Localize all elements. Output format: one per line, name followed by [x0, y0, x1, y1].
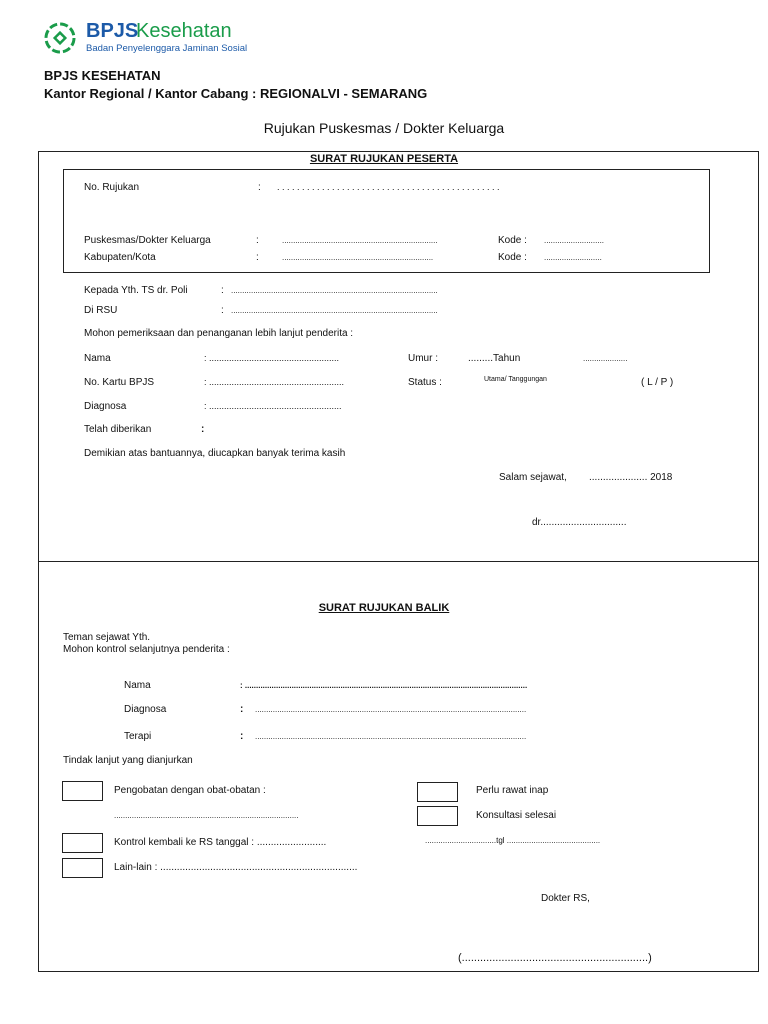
umur-field[interactable]: .........Tahun: [468, 353, 521, 364]
dokter-rs-signature[interactable]: (.............................................................): [458, 952, 652, 964]
puskesmas-field[interactable]: ......................................................................: [282, 236, 438, 245]
umur-extra-field[interactable]: ....................: [583, 354, 628, 363]
obat-label: Pengobatan dengan obat-obatan :: [114, 785, 266, 796]
di-rsu-colon: :: [221, 305, 224, 316]
kabupaten-field[interactable]: ....................................................................: [282, 253, 434, 262]
balik-mohon-text: Mohon kontrol selanjutnya penderita :: [63, 644, 230, 655]
salam-date-field[interactable]: ..................... 2018: [589, 472, 673, 483]
bpjs-logo: [44, 20, 248, 56]
di-rsu-field[interactable]: .............................................................................................: [231, 306, 438, 315]
teman-text: Teman sejawat Yth.: [63, 632, 151, 643]
status-label: Status :: [408, 377, 442, 388]
kartu-label: No. Kartu BPJS: [84, 377, 155, 388]
kepada-field[interactable]: .............................................................................................: [231, 286, 438, 295]
lain-label[interactable]: Lain-lain : .......................................................................: [114, 862, 358, 873]
tgl-field[interactable]: ................................tgl ..........................................: [425, 836, 601, 845]
office-name: Kantor Regional / Kantor Cabang : REGIONALVI - SEMARANG: [44, 86, 428, 101]
logo-tagline: Badan Penyelenggara Jaminan Sosial: [86, 43, 248, 54]
kode2-field[interactable]: ..........................: [544, 253, 602, 262]
kabupaten-label: Kabupaten/Kota: [84, 252, 156, 263]
konsultasi-label: Konsultasi selesai: [476, 810, 557, 821]
no-rujukan-colon: :: [258, 182, 261, 193]
konsultasi-checkbox[interactable]: [417, 806, 458, 826]
section-divider: [38, 561, 759, 562]
rawat-inap-label: Perlu rawat inap: [476, 785, 549, 796]
balik-terapi-field[interactable]: ..........................................................................................................................: [255, 732, 527, 741]
balik-nama-field[interactable]: : ...............................................................................................................................: [240, 681, 528, 690]
di-rsu-label: Di RSU: [84, 305, 118, 316]
status-field[interactable]: Utama/ Tanggungan: [484, 376, 547, 383]
balik-title: SURAT RUJUKAN BALIK: [318, 602, 450, 614]
rawat-inap-checkbox[interactable]: [417, 782, 458, 802]
nama-label: Nama: [84, 353, 111, 364]
balik-terapi-label: Terapi: [124, 731, 152, 742]
salam-label: Salam sejawat,: [499, 472, 567, 483]
puskesmas-colon: :: [256, 235, 259, 246]
balik-terapi-colon: :: [240, 731, 244, 742]
obat-checkbox[interactable]: [62, 781, 103, 801]
no-rujukan-field[interactable]: . . . . . . . . . . . . . . . . . . . . . . . . . . . . . . . . . . . . . . . . . . . . .: [277, 182, 500, 192]
tindak-text: Tindak lanjut yang dianjurkan: [63, 755, 193, 766]
bpjs-logo-icon: [44, 22, 76, 54]
diagnosa-label: Diagnosa: [84, 401, 127, 412]
mohon-text: Mohon pemeriksaan dan penanganan lebih lanjut penderita :: [84, 328, 354, 339]
obat-field[interactable]: ...................................................................................: [114, 811, 299, 820]
diberikan-label: Telah diberikan: [84, 424, 152, 435]
balik-diagnosa-label: Diagnosa: [124, 704, 167, 715]
page-title: Rujukan Puskesmas / Dokter Keluarga: [263, 120, 505, 136]
kepada-colon: :: [221, 285, 224, 296]
balik-diagnosa-colon: :: [240, 704, 244, 715]
puskesmas-label: Puskesmas/Dokter Keluarga: [84, 235, 211, 246]
kepada-label: Kepada Yth. TS dr. Poli: [84, 285, 188, 296]
kabupaten-colon: :: [256, 252, 259, 263]
dr-signature-field[interactable]: dr...............................: [532, 517, 627, 528]
no-rujukan-label: No. Rujukan: [84, 182, 140, 193]
diberikan-field[interactable]: :: [201, 424, 205, 435]
kode1-field[interactable]: ...........................: [544, 236, 605, 245]
balik-nama-label: Nama: [124, 680, 151, 691]
kartu-field[interactable]: : ......................................................: [204, 377, 345, 387]
dokter-rs-label: Dokter RS,: [541, 893, 590, 904]
demikian-text: Demikian atas bantuannya, diucapkan banyak terima kasih: [84, 448, 346, 459]
diagnosa-field[interactable]: : .....................................................: [204, 401, 342, 411]
lain-checkbox[interactable]: [62, 858, 103, 878]
peserta-title: SURAT RUJUKAN PESERTA: [309, 153, 459, 165]
umur-label: Umur :: [408, 353, 438, 364]
gender-field[interactable]: ( L / P ): [641, 377, 674, 388]
logo-brand-a: BPJS: [86, 20, 139, 42]
balik-diagnosa-field[interactable]: ..........................................................................................................................: [255, 705, 527, 714]
logo-brand-b: Kesehatan: [136, 20, 232, 42]
kode2-label: Kode :: [498, 252, 527, 263]
kontrol-checkbox[interactable]: [62, 833, 103, 853]
org-name: BPJS KESEHATAN: [44, 68, 161, 83]
nama-field[interactable]: : ....................................................: [204, 353, 340, 363]
kontrol-label[interactable]: Kontrol kembali ke RS tanggal : .........................: [114, 837, 327, 848]
kode1-label: Kode :: [498, 235, 527, 246]
